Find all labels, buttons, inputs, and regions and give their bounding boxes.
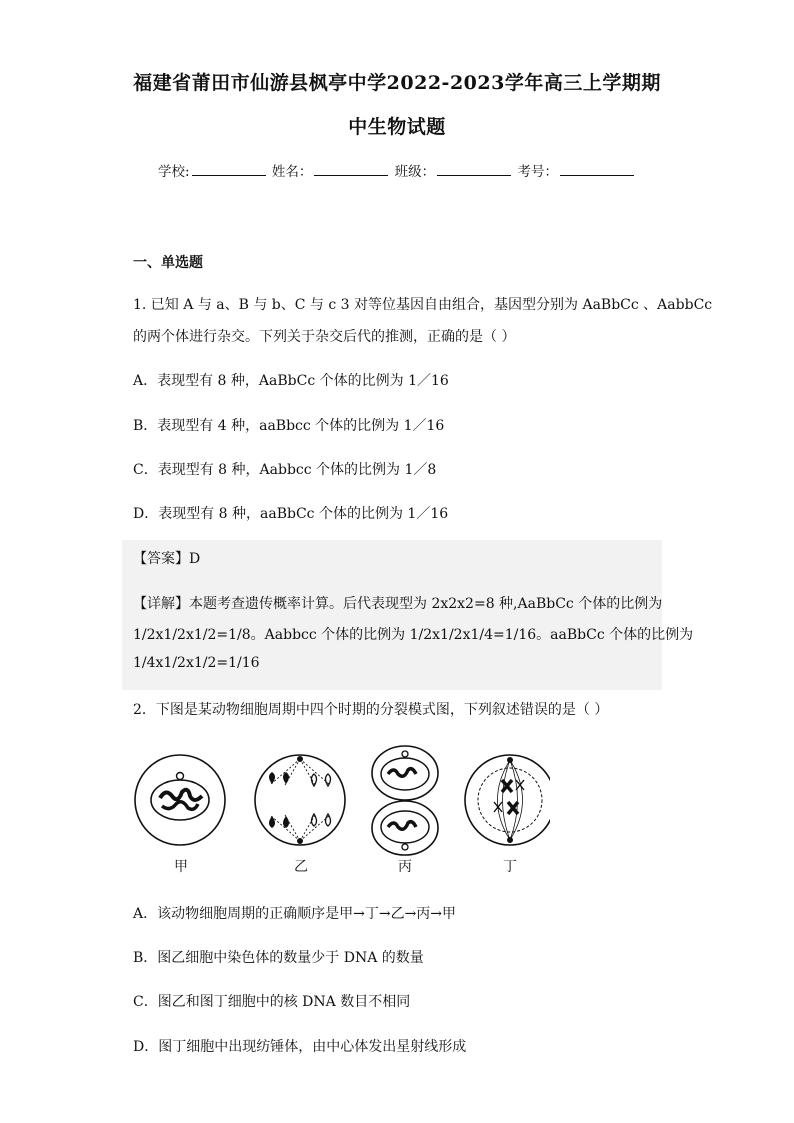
class-blank[interactable] bbox=[437, 161, 511, 176]
q2-option-c: C．图乙和图丁细胞中的核 DNA 数目不相同 bbox=[133, 994, 411, 1010]
q1-option-c: C．表现型有 8 种，Aabbcc 个体的比例为 1／8 bbox=[133, 462, 437, 478]
exam-number-blank[interactable] bbox=[560, 161, 634, 176]
q1-option-d: D．表现型有 8 种，aaBbCc 个体的比例为 1／16 bbox=[133, 506, 449, 522]
q1-option-b: B．表现型有 4 种，aaBbcc 个体的比例为 1／16 bbox=[133, 418, 445, 434]
exam-title-line1: 福建省莆田市仙游县枫亭中学2022-2023学年高三上学期期 bbox=[133, 72, 661, 94]
name-blank[interactable] bbox=[314, 161, 388, 176]
student-info-row bbox=[0, 160, 794, 180]
exam-number-label: 考号： bbox=[517, 164, 558, 180]
cell-bing bbox=[372, 746, 438, 855]
exam-title-line2: 中生物试题 bbox=[348, 116, 446, 138]
q2-option-d: D．图丁细胞中出现纺锤体，由中心体发出星射线形成 bbox=[133, 1039, 467, 1055]
class-label: 班级： bbox=[394, 164, 436, 180]
q1-explain-line3: 1/4x1/2x1/2=1/16 bbox=[133, 655, 260, 671]
q2-stem: 2．下图是某动物细胞周期中四个时期的分裂模式图，下列叙述错误的是（ ） bbox=[133, 702, 609, 718]
cell-jia bbox=[135, 755, 225, 845]
figure-label-yi: 乙 bbox=[294, 859, 308, 875]
figure-label-bing: 丙 bbox=[398, 859, 412, 875]
q1-stem-line2: 的两个体进行杂交。下列关于杂交后代的推测，正确的是（ ） bbox=[133, 329, 516, 345]
q1-explain-line2: 1/2x1/2x1/2=1/8。Aabbcc 个体的比例为 1/2x1/2x1/4=1/16。aaBbCc 个体的比例为 bbox=[133, 627, 694, 643]
q2-option-a: A．该动物细胞周期的正确顺序是甲→丁→乙→丙→甲 bbox=[133, 906, 457, 922]
q1-answer: 【答案】D bbox=[133, 551, 201, 567]
section-title: 一、单选题 bbox=[133, 255, 203, 271]
cell-ding bbox=[465, 755, 550, 845]
figure-label-ding: 丁 bbox=[503, 859, 517, 875]
name-label: 姓名： bbox=[271, 164, 313, 180]
school-label: 学校: bbox=[158, 164, 190, 180]
q1-answer-box bbox=[122, 540, 694, 690]
cell-division-figure bbox=[130, 740, 550, 880]
figure-label-jia: 甲 bbox=[174, 859, 188, 875]
q2-option-b: B．图乙细胞中染色体的数量少于 DNA 的数量 bbox=[133, 950, 424, 966]
q1-option-a: A．表现型有 8 种，AaBbCc 个体的比例为 1／16 bbox=[133, 373, 449, 389]
q1-explain-line1: 【详解】本题考查遗传概率计算。后代表现型为 2x2x2=8 种,AaBbCc 个体的比例为 bbox=[133, 596, 663, 612]
q1-stem-line1: 1. 已知 A 与 a、B 与 b、C 与 c 3 对等位基因自由组合，基因型分别为 AaBbCc 、AabbCc bbox=[133, 297, 713, 313]
cell-yi bbox=[255, 755, 345, 845]
school-blank[interactable] bbox=[192, 161, 266, 176]
